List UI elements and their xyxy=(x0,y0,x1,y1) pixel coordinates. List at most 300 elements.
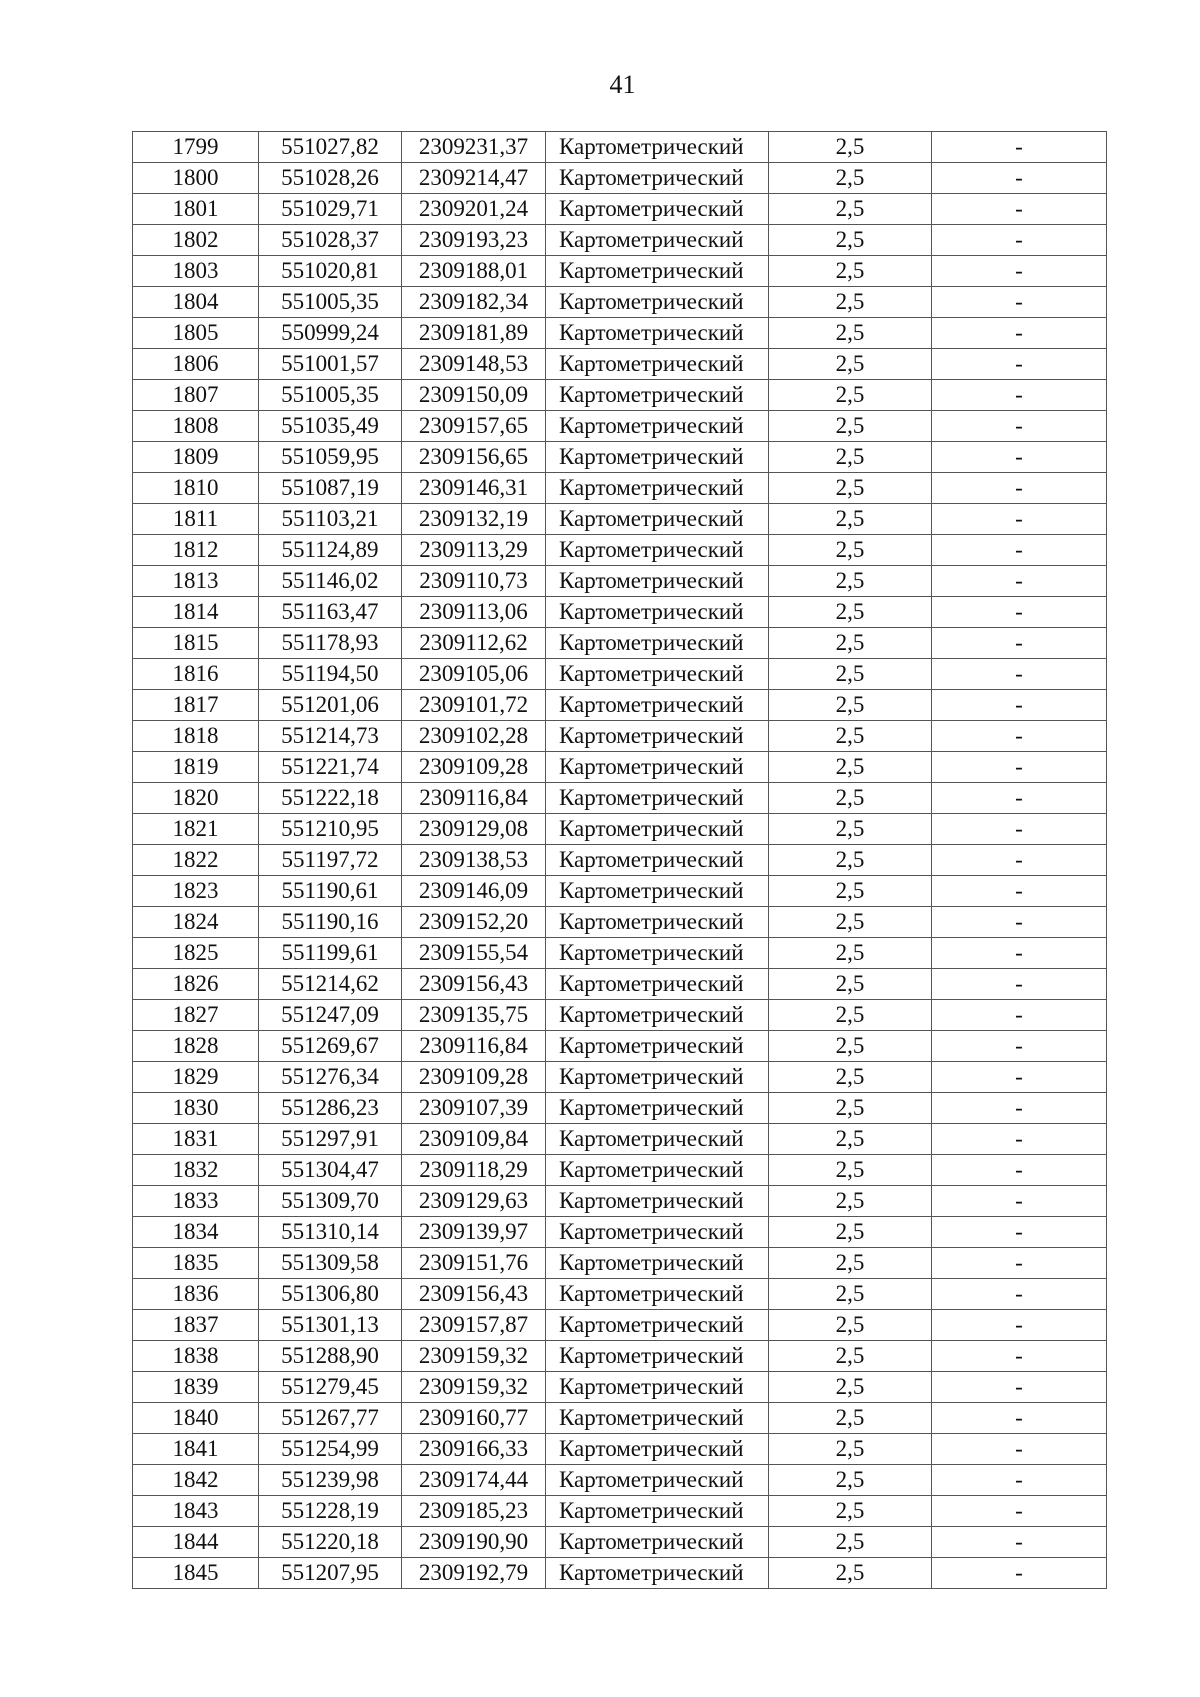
method-cell: Картометрический xyxy=(546,1093,769,1124)
table-row xyxy=(133,597,1107,628)
point-number-cell: 1810 xyxy=(133,473,259,504)
y-coordinate-cell: 2309181,89 xyxy=(402,318,546,349)
table-row xyxy=(133,535,1107,566)
accuracy-cell: 2,5 xyxy=(769,783,932,814)
point-number-cell: 1811 xyxy=(133,504,259,535)
y-coordinate-cell: 2309192,79 xyxy=(402,1558,546,1589)
point-number-cell: 1837 xyxy=(133,1310,259,1341)
y-coordinate-cell: 2309166,33 xyxy=(402,1434,546,1465)
accuracy-cell: 2,5 xyxy=(769,1124,932,1155)
method-cell: Картометрический xyxy=(546,938,769,969)
table-row xyxy=(133,1186,1107,1217)
table-row xyxy=(133,287,1107,318)
accuracy-cell: 2,5 xyxy=(769,566,932,597)
x-coordinate-cell: 551146,02 xyxy=(259,566,402,597)
point-number-cell: 1813 xyxy=(133,566,259,597)
point-number-cell: 1821 xyxy=(133,814,259,845)
description-cell: - xyxy=(932,1310,1107,1341)
accuracy-cell: 2,5 xyxy=(769,287,932,318)
description-cell: - xyxy=(932,1155,1107,1186)
y-coordinate-cell: 2309159,32 xyxy=(402,1341,546,1372)
y-coordinate-cell: 2309152,20 xyxy=(402,907,546,938)
method-cell: Картометрический xyxy=(546,1434,769,1465)
y-coordinate-cell: 2309156,43 xyxy=(402,969,546,1000)
method-cell: Картометрический xyxy=(546,1310,769,1341)
point-number-cell: 1843 xyxy=(133,1496,259,1527)
table-row xyxy=(133,1279,1107,1310)
method-cell: Картометрический xyxy=(546,442,769,473)
method-cell: Картометрический xyxy=(546,752,769,783)
point-number-cell: 1844 xyxy=(133,1527,259,1558)
y-coordinate-cell: 2309118,29 xyxy=(402,1155,546,1186)
table-row xyxy=(133,318,1107,349)
description-cell: - xyxy=(932,163,1107,194)
y-coordinate-cell: 2309146,09 xyxy=(402,876,546,907)
table-row xyxy=(133,442,1107,473)
y-coordinate-cell: 2309110,73 xyxy=(402,566,546,597)
description-cell: - xyxy=(932,411,1107,442)
description-cell: - xyxy=(932,225,1107,256)
point-number-cell: 1804 xyxy=(133,287,259,318)
description-cell: - xyxy=(932,566,1107,597)
y-coordinate-cell: 2309155,54 xyxy=(402,938,546,969)
point-number-cell: 1809 xyxy=(133,442,259,473)
point-number-cell: 1827 xyxy=(133,1000,259,1031)
y-coordinate-cell: 2309138,53 xyxy=(402,845,546,876)
method-cell: Картометрический xyxy=(546,1124,769,1155)
accuracy-cell: 2,5 xyxy=(769,907,932,938)
table-row xyxy=(133,1248,1107,1279)
y-coordinate-cell: 2309148,53 xyxy=(402,349,546,380)
accuracy-cell: 2,5 xyxy=(769,225,932,256)
accuracy-cell: 2,5 xyxy=(769,597,932,628)
point-number-cell: 1842 xyxy=(133,1465,259,1496)
table-row xyxy=(133,1031,1107,1062)
description-cell: - xyxy=(932,969,1107,1000)
table-row xyxy=(133,1155,1107,1186)
method-cell: Картометрический xyxy=(546,659,769,690)
method-cell: Картометрический xyxy=(546,1465,769,1496)
table-row xyxy=(133,1403,1107,1434)
method-cell: Картометрический xyxy=(546,1403,769,1434)
accuracy-cell: 2,5 xyxy=(769,1310,932,1341)
y-coordinate-cell: 2309135,75 xyxy=(402,1000,546,1031)
method-cell: Картометрический xyxy=(546,225,769,256)
x-coordinate-cell: 551254,99 xyxy=(259,1434,402,1465)
accuracy-cell: 2,5 xyxy=(769,442,932,473)
point-number-cell: 1834 xyxy=(133,1217,259,1248)
x-coordinate-cell: 551310,14 xyxy=(259,1217,402,1248)
description-cell: - xyxy=(932,628,1107,659)
y-coordinate-cell: 2309190,90 xyxy=(402,1527,546,1558)
accuracy-cell: 2,5 xyxy=(769,1341,932,1372)
description-cell: - xyxy=(932,1558,1107,1589)
table-row xyxy=(133,1434,1107,1465)
y-coordinate-cell: 2309129,08 xyxy=(402,814,546,845)
y-coordinate-cell: 2309151,76 xyxy=(402,1248,546,1279)
x-coordinate-cell: 551190,61 xyxy=(259,876,402,907)
method-cell: Картометрический xyxy=(546,690,769,721)
y-coordinate-cell: 2309214,47 xyxy=(402,163,546,194)
x-coordinate-cell: 551197,72 xyxy=(259,845,402,876)
y-coordinate-cell: 2309132,19 xyxy=(402,504,546,535)
description-cell: - xyxy=(932,783,1107,814)
x-coordinate-cell: 551297,91 xyxy=(259,1124,402,1155)
point-number-cell: 1799 xyxy=(133,132,259,163)
point-number-cell: 1818 xyxy=(133,721,259,752)
y-coordinate-cell: 2309116,84 xyxy=(402,783,546,814)
table-row xyxy=(133,132,1107,163)
description-cell: - xyxy=(932,1403,1107,1434)
y-coordinate-cell: 2309150,09 xyxy=(402,380,546,411)
accuracy-cell: 2,5 xyxy=(769,752,932,783)
description-cell: - xyxy=(932,318,1107,349)
x-coordinate-cell: 551207,95 xyxy=(259,1558,402,1589)
method-cell: Картометрический xyxy=(546,721,769,752)
description-cell: - xyxy=(932,473,1107,504)
method-cell: Картометрический xyxy=(546,132,769,163)
accuracy-cell: 2,5 xyxy=(769,1434,932,1465)
y-coordinate-cell: 2309109,84 xyxy=(402,1124,546,1155)
description-cell: - xyxy=(932,1186,1107,1217)
y-coordinate-cell: 2309129,63 xyxy=(402,1186,546,1217)
point-number-cell: 1840 xyxy=(133,1403,259,1434)
accuracy-cell: 2,5 xyxy=(769,1558,932,1589)
accuracy-cell: 2,5 xyxy=(769,876,932,907)
description-cell: - xyxy=(932,690,1107,721)
accuracy-cell: 2,5 xyxy=(769,969,932,1000)
description-cell: - xyxy=(932,845,1107,876)
description-cell: - xyxy=(932,287,1107,318)
y-coordinate-cell: 2309156,65 xyxy=(402,442,546,473)
method-cell: Картометрический xyxy=(546,473,769,504)
table-row xyxy=(133,1217,1107,1248)
accuracy-cell: 2,5 xyxy=(769,132,932,163)
y-coordinate-cell: 2309182,34 xyxy=(402,287,546,318)
y-coordinate-cell: 2309146,31 xyxy=(402,473,546,504)
x-coordinate-cell: 551306,80 xyxy=(259,1279,402,1310)
y-coordinate-cell: 2309193,23 xyxy=(402,225,546,256)
method-cell: Картометрический xyxy=(546,318,769,349)
description-cell: - xyxy=(932,535,1107,566)
y-coordinate-cell: 2309102,28 xyxy=(402,721,546,752)
accuracy-cell: 2,5 xyxy=(769,1155,932,1186)
method-cell: Картометрический xyxy=(546,1372,769,1403)
x-coordinate-cell: 551199,61 xyxy=(259,938,402,969)
description-cell: - xyxy=(932,752,1107,783)
description-cell: - xyxy=(932,1341,1107,1372)
x-coordinate-cell: 551288,90 xyxy=(259,1341,402,1372)
method-cell: Картометрический xyxy=(546,1031,769,1062)
description-cell: - xyxy=(932,938,1107,969)
y-coordinate-cell: 2309113,29 xyxy=(402,535,546,566)
table-row xyxy=(133,349,1107,380)
page-number: 41 xyxy=(609,70,636,99)
point-number-cell: 1819 xyxy=(133,752,259,783)
point-number-cell: 1832 xyxy=(133,1155,259,1186)
table-row xyxy=(133,876,1107,907)
description-cell: - xyxy=(932,1248,1107,1279)
accuracy-cell: 2,5 xyxy=(769,1093,932,1124)
method-cell: Картометрический xyxy=(546,907,769,938)
method-cell: Картометрический xyxy=(546,1000,769,1031)
x-coordinate-cell: 551301,13 xyxy=(259,1310,402,1341)
x-coordinate-cell: 551276,34 xyxy=(259,1062,402,1093)
x-coordinate-cell: 551247,09 xyxy=(259,1000,402,1031)
point-number-cell: 1816 xyxy=(133,659,259,690)
table-row xyxy=(133,690,1107,721)
table-row xyxy=(133,1558,1107,1589)
y-coordinate-cell: 2309156,43 xyxy=(402,1279,546,1310)
method-cell: Картометрический xyxy=(546,628,769,659)
point-number-cell: 1805 xyxy=(133,318,259,349)
y-coordinate-cell: 2309174,44 xyxy=(402,1465,546,1496)
x-coordinate-cell: 551103,21 xyxy=(259,504,402,535)
point-number-cell: 1801 xyxy=(133,194,259,225)
description-cell: - xyxy=(932,1496,1107,1527)
point-number-cell: 1802 xyxy=(133,225,259,256)
x-coordinate-cell: 551221,74 xyxy=(259,752,402,783)
x-coordinate-cell: 551163,47 xyxy=(259,597,402,628)
description-cell: - xyxy=(932,721,1107,752)
accuracy-cell: 2,5 xyxy=(769,473,932,504)
point-number-cell: 1830 xyxy=(133,1093,259,1124)
y-coordinate-cell: 2309231,37 xyxy=(402,132,546,163)
accuracy-cell: 2,5 xyxy=(769,349,932,380)
accuracy-cell: 2,5 xyxy=(769,1403,932,1434)
table-row xyxy=(133,1496,1107,1527)
description-cell: - xyxy=(932,1434,1107,1465)
description-cell: - xyxy=(932,1093,1107,1124)
point-number-cell: 1836 xyxy=(133,1279,259,1310)
x-coordinate-cell: 551222,18 xyxy=(259,783,402,814)
accuracy-cell: 2,5 xyxy=(769,1248,932,1279)
x-coordinate-cell: 551001,57 xyxy=(259,349,402,380)
description-cell: - xyxy=(932,132,1107,163)
method-cell: Картометрический xyxy=(546,845,769,876)
description-cell: - xyxy=(932,349,1107,380)
x-coordinate-cell: 551029,71 xyxy=(259,194,402,225)
table-row xyxy=(133,907,1107,938)
table-row xyxy=(133,1062,1107,1093)
point-number-cell: 1822 xyxy=(133,845,259,876)
accuracy-cell: 2,5 xyxy=(769,1000,932,1031)
method-cell: Картометрический xyxy=(546,194,769,225)
accuracy-cell: 2,5 xyxy=(769,628,932,659)
description-cell: - xyxy=(932,1217,1107,1248)
method-cell: Картометрический xyxy=(546,876,769,907)
x-coordinate-cell: 551214,73 xyxy=(259,721,402,752)
table-body xyxy=(133,132,1107,1589)
point-number-cell: 1829 xyxy=(133,1062,259,1093)
accuracy-cell: 2,5 xyxy=(769,1217,932,1248)
point-number-cell: 1820 xyxy=(133,783,259,814)
y-coordinate-cell: 2309109,28 xyxy=(402,752,546,783)
x-coordinate-cell: 551201,06 xyxy=(259,690,402,721)
x-coordinate-cell: 551190,16 xyxy=(259,907,402,938)
description-cell: - xyxy=(932,1031,1107,1062)
y-coordinate-cell: 2309157,87 xyxy=(402,1310,546,1341)
y-coordinate-cell: 2309116,84 xyxy=(402,1031,546,1062)
accuracy-cell: 2,5 xyxy=(769,411,932,442)
table-row xyxy=(133,256,1107,287)
accuracy-cell: 2,5 xyxy=(769,163,932,194)
point-number-cell: 1845 xyxy=(133,1558,259,1589)
x-coordinate-cell: 551020,81 xyxy=(259,256,402,287)
x-coordinate-cell: 551309,70 xyxy=(259,1186,402,1217)
x-coordinate-cell: 551005,35 xyxy=(259,287,402,318)
table-row xyxy=(133,783,1107,814)
accuracy-cell: 2,5 xyxy=(769,938,932,969)
x-coordinate-cell: 551304,47 xyxy=(259,1155,402,1186)
description-cell: - xyxy=(932,504,1107,535)
accuracy-cell: 2,5 xyxy=(769,1279,932,1310)
y-coordinate-cell: 2309107,39 xyxy=(402,1093,546,1124)
accuracy-cell: 2,5 xyxy=(769,1527,932,1558)
accuracy-cell: 2,5 xyxy=(769,380,932,411)
table-row xyxy=(133,628,1107,659)
method-cell: Картометрический xyxy=(546,504,769,535)
x-coordinate-cell: 551228,19 xyxy=(259,1496,402,1527)
method-cell: Картометрический xyxy=(546,1558,769,1589)
method-cell: Картометрический xyxy=(546,1186,769,1217)
x-coordinate-cell: 551027,82 xyxy=(259,132,402,163)
table-row xyxy=(133,566,1107,597)
description-cell: - xyxy=(932,659,1107,690)
y-coordinate-cell: 2309201,24 xyxy=(402,194,546,225)
method-cell: Картометрический xyxy=(546,783,769,814)
method-cell: Картометрический xyxy=(546,1279,769,1310)
description-cell: - xyxy=(932,1124,1107,1155)
x-coordinate-cell: 551028,26 xyxy=(259,163,402,194)
x-coordinate-cell: 551194,50 xyxy=(259,659,402,690)
y-coordinate-cell: 2309188,01 xyxy=(402,256,546,287)
x-coordinate-cell: 551124,89 xyxy=(259,535,402,566)
method-cell: Картометрический xyxy=(546,1217,769,1248)
point-number-cell: 1825 xyxy=(133,938,259,969)
y-coordinate-cell: 2309109,28 xyxy=(402,1062,546,1093)
accuracy-cell: 2,5 xyxy=(769,659,932,690)
table-row xyxy=(133,380,1107,411)
coordinates-table xyxy=(132,131,1107,1589)
x-coordinate-cell: 551309,58 xyxy=(259,1248,402,1279)
table-row xyxy=(133,225,1107,256)
accuracy-cell: 2,5 xyxy=(769,1186,932,1217)
y-coordinate-cell: 2309101,72 xyxy=(402,690,546,721)
description-cell: - xyxy=(932,597,1107,628)
y-coordinate-cell: 2309105,06 xyxy=(402,659,546,690)
table-row xyxy=(133,411,1107,442)
x-coordinate-cell: 551220,18 xyxy=(259,1527,402,1558)
point-number-cell: 1808 xyxy=(133,411,259,442)
accuracy-cell: 2,5 xyxy=(769,814,932,845)
table-row xyxy=(133,1093,1107,1124)
description-cell: - xyxy=(932,1372,1107,1403)
description-cell: - xyxy=(932,907,1107,938)
table-row xyxy=(133,969,1107,1000)
table-row xyxy=(133,504,1107,535)
method-cell: Картометрический xyxy=(546,1527,769,1558)
table-row xyxy=(133,194,1107,225)
method-cell: Картометрический xyxy=(546,380,769,411)
table-row xyxy=(133,1000,1107,1031)
table-row xyxy=(133,938,1107,969)
y-coordinate-cell: 2309159,32 xyxy=(402,1372,546,1403)
accuracy-cell: 2,5 xyxy=(769,194,932,225)
method-cell: Картометрический xyxy=(546,1248,769,1279)
method-cell: Картометрический xyxy=(546,411,769,442)
table-row xyxy=(133,473,1107,504)
description-cell: - xyxy=(932,1465,1107,1496)
table-row xyxy=(133,1124,1107,1155)
table-row xyxy=(133,1310,1107,1341)
description-cell: - xyxy=(932,1000,1107,1031)
table-row xyxy=(133,1465,1107,1496)
method-cell: Картометрический xyxy=(546,163,769,194)
point-number-cell: 1812 xyxy=(133,535,259,566)
accuracy-cell: 2,5 xyxy=(769,1496,932,1527)
x-coordinate-cell: 551028,37 xyxy=(259,225,402,256)
point-number-cell: 1814 xyxy=(133,597,259,628)
method-cell: Картометрический xyxy=(546,597,769,628)
point-number-cell: 1839 xyxy=(133,1372,259,1403)
x-coordinate-cell: 551059,95 xyxy=(259,442,402,473)
description-cell: - xyxy=(932,1279,1107,1310)
point-number-cell: 1824 xyxy=(133,907,259,938)
x-coordinate-cell: 551239,98 xyxy=(259,1465,402,1496)
point-number-cell: 1800 xyxy=(133,163,259,194)
accuracy-cell: 2,5 xyxy=(769,845,932,876)
accuracy-cell: 2,5 xyxy=(769,535,932,566)
x-coordinate-cell: 551035,49 xyxy=(259,411,402,442)
table-row xyxy=(133,1527,1107,1558)
table-row xyxy=(133,163,1107,194)
table-row xyxy=(133,1372,1107,1403)
accuracy-cell: 2,5 xyxy=(769,256,932,287)
y-coordinate-cell: 2309157,65 xyxy=(402,411,546,442)
table-row xyxy=(133,1341,1107,1372)
point-number-cell: 1831 xyxy=(133,1124,259,1155)
y-coordinate-cell: 2309113,06 xyxy=(402,597,546,628)
point-number-cell: 1826 xyxy=(133,969,259,1000)
y-coordinate-cell: 2309112,62 xyxy=(402,628,546,659)
table-row xyxy=(133,814,1107,845)
y-coordinate-cell: 2309139,97 xyxy=(402,1217,546,1248)
point-number-cell: 1823 xyxy=(133,876,259,907)
accuracy-cell: 2,5 xyxy=(769,690,932,721)
x-coordinate-cell: 551005,35 xyxy=(259,380,402,411)
accuracy-cell: 2,5 xyxy=(769,1062,932,1093)
y-coordinate-cell: 2309185,23 xyxy=(402,1496,546,1527)
x-coordinate-cell: 551269,67 xyxy=(259,1031,402,1062)
x-coordinate-cell: 551210,95 xyxy=(259,814,402,845)
table-row xyxy=(133,721,1107,752)
accuracy-cell: 2,5 xyxy=(769,1031,932,1062)
description-cell: - xyxy=(932,380,1107,411)
method-cell: Картометрический xyxy=(546,814,769,845)
method-cell: Картометрический xyxy=(546,535,769,566)
point-number-cell: 1828 xyxy=(133,1031,259,1062)
x-coordinate-cell: 551087,19 xyxy=(259,473,402,504)
table-row xyxy=(133,752,1107,783)
point-number-cell: 1815 xyxy=(133,628,259,659)
description-cell: - xyxy=(932,814,1107,845)
point-number-cell: 1841 xyxy=(133,1434,259,1465)
accuracy-cell: 2,5 xyxy=(769,504,932,535)
description-cell: - xyxy=(932,194,1107,225)
accuracy-cell: 2,5 xyxy=(769,1372,932,1403)
x-coordinate-cell: 551178,93 xyxy=(259,628,402,659)
